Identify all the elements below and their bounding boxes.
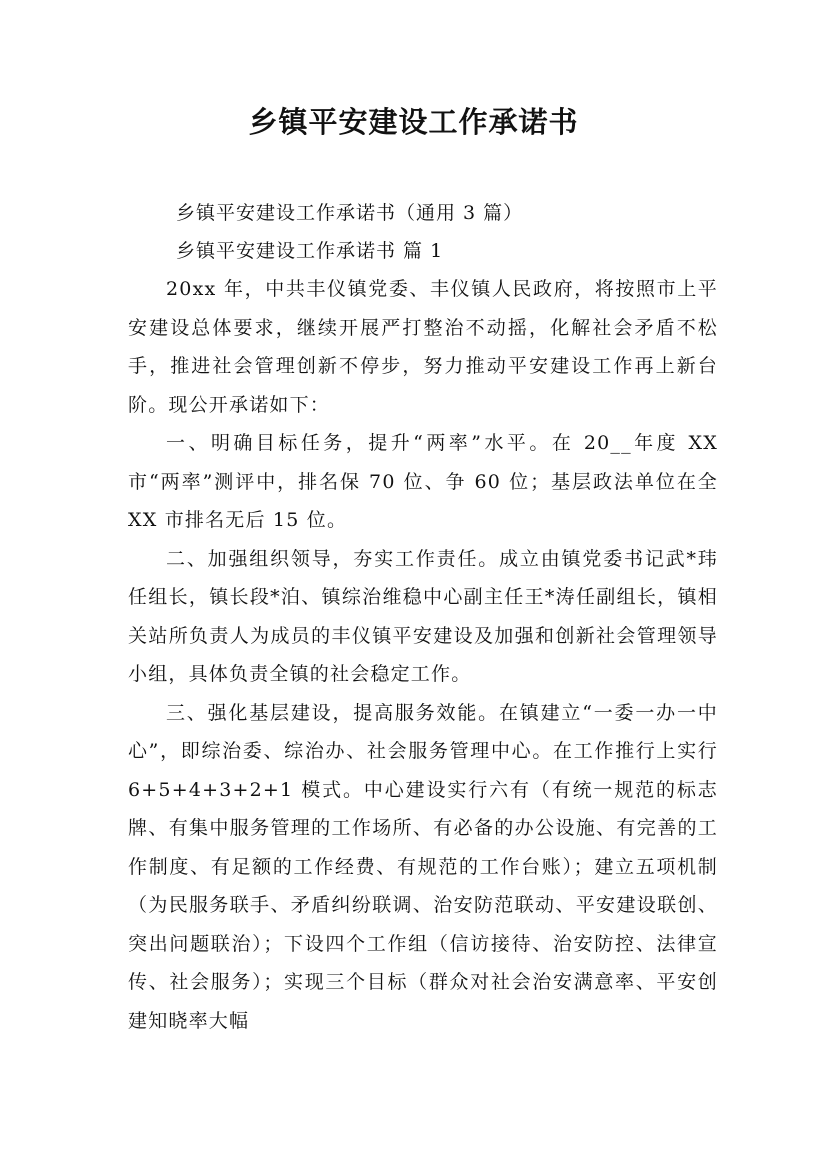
paragraph-intro: 20xx 年，中共丰仪镇党委、丰仪镇人民政府，将按照市上平安建设总体要求，继续开展严打整治不动摇，化解社会矛盾不松手，推进社会管理创新不停步，努力推动平安建设工作再上新台阶。现公开承诺如下： <box>128 278 718 416</box>
document-title: 乡镇平安建设工作承诺书 <box>248 105 579 139</box>
paragraph-leadership: 二、加强组织领导，夯实工作责任。成立由镇党委书记武*玮任组长，镇长段*泊、镇综治维稳中心副主任王*涛任副组长，镇相关站所负责人为成员的丰仪镇平安建设及加强和创新社会管理领导小组，具体负责全镇的社会稳定工作。 <box>128 547 718 685</box>
document-subtitle: 乡镇平安建设工作承诺书（通用 3 篇） <box>176 202 524 224</box>
section-heading: 乡镇平安建设工作承诺书 篇 1 <box>176 240 444 262</box>
document-body <box>128 270 718 1040</box>
paragraph-goals: 一、明确目标任务，提升“两率”水平。在 20__年度 XX 市“两率”测评中，排名保 70 位、争 60 位；基层政法单位在全 XX 市排名无后 15 位。 <box>128 432 718 531</box>
paragraph-grassroots: 三、强化基层建设，提高服务效能。在镇建立“一委一办一中心”，即综治委、综治办、社会服务管理中心。在工作推行上实行 6+5+4+3+2+1 模式。中心建设实行六有（有统一规范的标志牌、有集中服务管理的工作场所、有必备的办公设施、有完善的工作制度、有足额的工作经费、有规范的工作台账）；建立五项机制（为民服务联手、矛盾纠纷联调、治安防范联动、平安建设联创、突出问题联治）；下设四个工作组（信访接待、治安防控、法律宣传、社会服务）；实现三个目标（群众对社会治安满意率、平安创建知晓率大幅 <box>128 701 718 1032</box>
